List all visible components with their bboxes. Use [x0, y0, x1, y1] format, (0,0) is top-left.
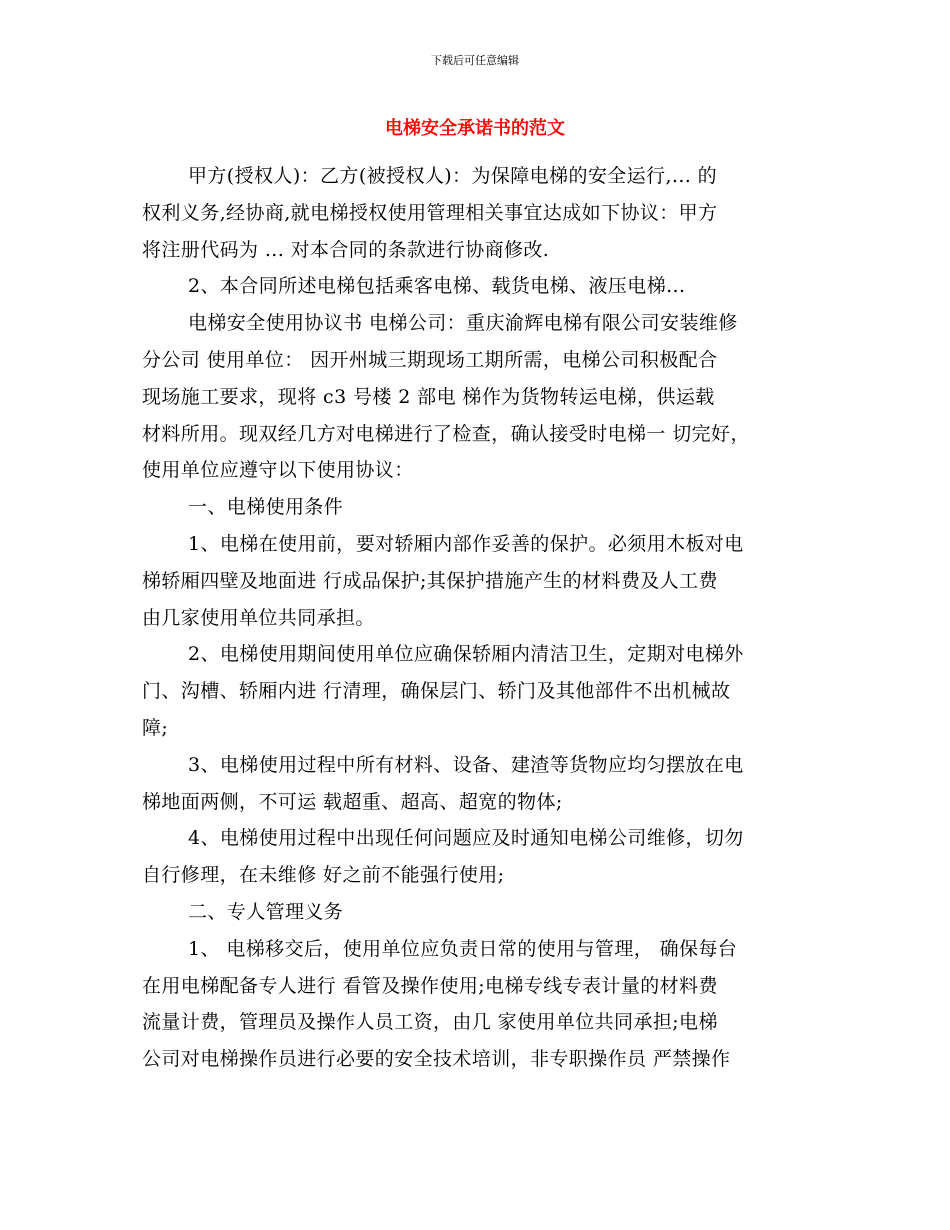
document-title: 电梯安全承诺书的范文	[385, 118, 565, 139]
section-heading: 一、电梯使用条件	[188, 496, 344, 519]
body-line: 2、本合同所述电梯包括乘客电梯、载货电梯、液压电梯...	[188, 275, 686, 298]
body-line: 将注册代码为 ... 对本合同的条款进行协商修改.	[142, 238, 550, 261]
body-line: 1、电梯在使用前，要对轿厢内部作妥善的保护。必须用木板对电	[188, 532, 744, 555]
body-line: 材料所用。现双经几方对电梯进行了检查，确认接受时电梯一 切完好，	[142, 422, 750, 445]
section-heading: 二、专人管理义务	[188, 900, 344, 923]
page-header: 下载后可任意编辑	[431, 54, 519, 67]
body-line: 梯地面两侧，不可运 载超重、超高、超宽的物体;	[142, 790, 563, 813]
body-line: 4、电梯使用过程中出现任何问题应及时通知电梯公司维修，切勿	[188, 827, 744, 850]
body-line: 在用电梯配备专人进行 看管及操作使用;电梯专线专表计量的材料费	[142, 974, 718, 997]
body-line: 由几家使用单位共同承担。	[142, 606, 375, 629]
body-line: 门、沟槽、轿厢内进 行清理，确保层门、轿门及其他部件不出机械故	[142, 680, 731, 703]
body-line: 电梯安全使用协议书 电梯公司：重庆渝辉电梯有限公司安装维修	[188, 312, 738, 335]
body-line: 权利义务,经协商,就电梯授权使用管理相关事宜达成如下协议：甲方	[142, 201, 718, 224]
body-line: 现场施工要求，现将 c3 号楼 2 部电 梯作为货物转运电梯，供运载	[142, 385, 715, 408]
body-line: 3、电梯使用过程中所有材料、设备、建渣等货物应均匀摆放在电	[188, 753, 744, 776]
document-body	[142, 158, 822, 1078]
body-line: 甲方(授权人)：乙方(被授权人)：为保障电梯的安全运行,... 的	[188, 165, 718, 187]
body-line: 1、 电梯移交后，使用单位应负责日常的使用与管理， 确保每台	[188, 937, 738, 960]
body-line: 2、电梯使用期间使用单位应确保轿厢内清洁卫生，定期对电梯外	[188, 643, 744, 666]
body-line: 梯轿厢四壁及地面进 行成品保护;其保护措施产生的材料费及人工费	[142, 569, 718, 592]
body-line: 障;	[142, 716, 169, 739]
body-line: 公司对电梯操作员进行必要的安全技术培训，非专职操作员 严禁操作	[142, 1048, 731, 1071]
body-line: 自行修理，在未维修 好之前不能强行使用;	[142, 864, 505, 887]
body-line: 分公司 使用单位： 因开州城三期现场工期所需，电梯公司积极配合	[142, 348, 718, 371]
body-line: 使用单位应遵守以下使用协议：	[142, 459, 414, 482]
body-line: 流量计费，管理员及操作人员工资，由几 家使用单位共同承担;电梯	[142, 1011, 718, 1034]
